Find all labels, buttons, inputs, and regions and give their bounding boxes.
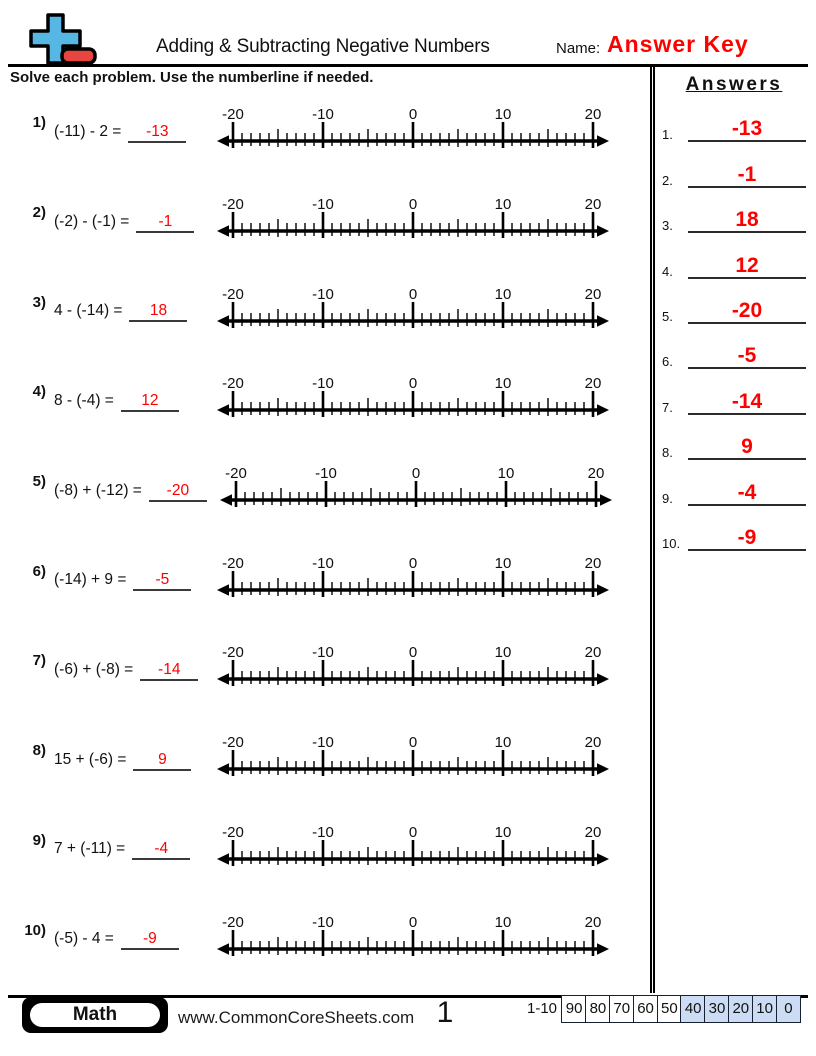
answer-item-number: 10. [662, 535, 681, 551]
subject-badge [22, 997, 168, 1033]
answer-item-blank[interactable] [688, 527, 806, 551]
numberline [217, 645, 609, 696]
answer-item-blank[interactable] [688, 209, 806, 233]
problem-row [10, 447, 648, 537]
answer-blank[interactable] [121, 930, 179, 950]
answer-blank[interactable] [140, 661, 198, 681]
answer-item-value: -1 [737, 162, 757, 186]
answer-item-value: -4 [737, 480, 757, 504]
svg-text:-10: -10 [312, 914, 334, 931]
answer-item-blank[interactable] [688, 255, 806, 279]
score-range-label: 1-10 [527, 1000, 558, 1017]
problem-equation-group [54, 751, 204, 771]
problem-equation-group [54, 930, 204, 950]
svg-text:10: 10 [494, 824, 512, 841]
svg-text:-10: -10 [312, 645, 334, 662]
problem-number: 3) [32, 293, 46, 311]
answer-item [658, 233, 810, 278]
numberline [217, 287, 609, 338]
svg-text:20: 20 [587, 466, 605, 483]
subject-badge-label: Math [28, 1001, 162, 1029]
svg-text:0: 0 [408, 107, 418, 124]
svg-text:-20: -20 [222, 645, 244, 662]
answer-blank[interactable] [149, 482, 207, 502]
answer-value: -5 [155, 571, 170, 589]
score-cell: 20 [728, 995, 754, 1023]
answer-item-blank[interactable] [688, 345, 806, 369]
problem-row [10, 626, 648, 716]
problem-row [10, 536, 648, 626]
problem-equation-group [54, 482, 207, 502]
svg-text:10: 10 [494, 914, 512, 931]
numberline [217, 376, 609, 427]
svg-text:0: 0 [408, 286, 418, 303]
answer-item-number: 3. [662, 218, 673, 234]
problem-equation: (-5) - 4 = [54, 930, 114, 948]
answer-item [658, 97, 810, 142]
answer-blank[interactable] [129, 302, 187, 322]
svg-text:20: 20 [584, 376, 602, 393]
answer-item-value: -5 [737, 344, 757, 368]
answer-blank[interactable] [132, 840, 190, 860]
problem-row [10, 267, 648, 357]
numberline-svg [217, 735, 609, 781]
svg-text:20: 20 [584, 107, 602, 124]
problem-equation-group [54, 392, 204, 412]
score-cell: 90 [561, 995, 587, 1023]
problem-row [10, 88, 648, 178]
website-url: www.CommonCoreSheets.com [178, 1008, 415, 1027]
answer-value: 9 [158, 750, 167, 768]
problem-equation-group [54, 840, 204, 860]
answer-value: 18 [149, 302, 168, 320]
answer-item-number: 5. [662, 308, 673, 324]
svg-text:-10: -10 [315, 466, 337, 483]
problem-number: 8) [32, 742, 46, 760]
numberline [220, 466, 612, 517]
svg-text:-10: -10 [312, 107, 334, 124]
numberline-svg [217, 915, 609, 961]
svg-text:10: 10 [494, 197, 512, 214]
problem-equation-group [54, 302, 204, 322]
answer-item [658, 460, 810, 505]
svg-text:10: 10 [494, 735, 512, 752]
answer-item [658, 279, 810, 324]
problem-number: 5) [32, 473, 46, 491]
numberline [217, 197, 609, 248]
answer-blank[interactable] [133, 751, 191, 771]
svg-text:-10: -10 [312, 555, 334, 572]
answer-item [658, 506, 810, 551]
score-strip [527, 994, 801, 1023]
svg-text:-20: -20 [222, 197, 244, 214]
answer-item [658, 324, 810, 369]
answer-value: -1 [158, 212, 173, 230]
problem-number: 4) [32, 383, 46, 401]
svg-text:10: 10 [494, 555, 512, 572]
svg-text:10: 10 [494, 286, 512, 303]
header-divider [8, 64, 808, 67]
svg-text:20: 20 [584, 645, 602, 662]
score-cell: 10 [752, 995, 778, 1023]
answer-value: -14 [158, 660, 181, 678]
svg-text:0: 0 [408, 824, 418, 841]
answer-value: -9 [142, 930, 157, 948]
name-value-answer-key: Answer Key [607, 31, 749, 57]
svg-text:-10: -10 [312, 824, 334, 841]
page-number: 1 [436, 996, 454, 1029]
answer-value: -4 [154, 840, 169, 858]
answer-item-value: -9 [737, 525, 757, 549]
score-cell: 60 [633, 995, 659, 1023]
answer-value: -20 [166, 481, 190, 499]
svg-text:0: 0 [411, 466, 421, 483]
problem-equation-group [54, 661, 204, 681]
answer-item-value: 12 [735, 253, 759, 277]
svg-text:0: 0 [408, 197, 418, 214]
problem-equation: (-2) - (-1) = [54, 212, 130, 230]
problems-list [10, 88, 648, 985]
problem-row [10, 806, 648, 896]
numberline [217, 556, 609, 607]
problem-equation: (-14) + 9 = [54, 571, 127, 589]
score-cell: 70 [609, 995, 635, 1023]
answer-blank[interactable] [128, 123, 186, 143]
numberline-svg [217, 107, 609, 153]
answer-blank[interactable] [121, 392, 179, 412]
problem-equation: 7 + (-11) = [54, 840, 126, 858]
score-cell: 80 [585, 995, 611, 1023]
svg-text:20: 20 [584, 824, 602, 841]
answer-blank[interactable] [136, 213, 194, 233]
answer-blank[interactable] [133, 571, 191, 591]
problem-row [10, 895, 648, 985]
svg-text:-20: -20 [222, 914, 244, 931]
problem-equation: 4 - (-14) = [54, 302, 123, 320]
answer-item-number: 8. [662, 445, 673, 461]
numberline-svg [217, 287, 609, 333]
problem-equation: 15 + (-6) = [54, 750, 127, 768]
score-cell: 40 [680, 995, 706, 1023]
svg-text:20: 20 [584, 735, 602, 752]
svg-text:-10: -10 [312, 286, 334, 303]
svg-text:10: 10 [497, 466, 515, 483]
svg-text:20: 20 [584, 555, 602, 572]
svg-text:-20: -20 [222, 286, 244, 303]
numberline-svg [220, 466, 612, 512]
svg-text:-10: -10 [312, 376, 334, 393]
svg-text:-20: -20 [222, 107, 244, 124]
svg-text:-20: -20 [225, 466, 247, 483]
answer-item-value: -14 [731, 389, 763, 413]
answer-item-blank[interactable] [688, 118, 806, 142]
answer-item [658, 415, 810, 460]
answer-item-number: 1. [662, 127, 673, 143]
answer-item-value: 9 [741, 435, 753, 459]
svg-text:-20: -20 [222, 376, 244, 393]
svg-text:0: 0 [408, 376, 418, 393]
answers-divider-double-line [650, 67, 655, 993]
problem-row [10, 178, 648, 268]
problem-number: 2) [32, 204, 46, 222]
page-title: Adding & Subtracting Negative Numbers [156, 36, 490, 57]
numberline-svg [217, 645, 609, 691]
svg-text:0: 0 [408, 914, 418, 931]
svg-text:0: 0 [408, 555, 418, 572]
answer-list [658, 97, 810, 551]
numberline-svg [217, 376, 609, 422]
answer-item-blank[interactable] [688, 391, 806, 415]
answer-value: 12 [141, 391, 159, 409]
instruction-text: Solve each problem. Use the numberline if needed. [10, 69, 374, 86]
answer-item-number: 2. [662, 172, 673, 188]
problem-equation-group [54, 213, 204, 233]
answer-item-number: 6. [662, 354, 673, 370]
problem-row [10, 357, 648, 447]
numberline-svg [217, 197, 609, 243]
answer-value: -13 [146, 122, 169, 140]
problem-equation-group [54, 123, 204, 143]
answer-item-number: 4. [662, 263, 673, 279]
problem-number: 9) [32, 831, 46, 849]
svg-text:-20: -20 [222, 824, 244, 841]
problem-number: 7) [32, 652, 46, 670]
answer-item [658, 369, 810, 414]
numberline [217, 915, 609, 966]
plus-minus-logo-icon [20, 12, 98, 66]
problem-number: 1) [32, 114, 46, 132]
answer-item-blank[interactable] [688, 436, 806, 460]
answer-item-number: 7. [662, 399, 673, 415]
problem-number: 6) [32, 562, 46, 580]
problem-number: 10) [24, 921, 46, 939]
answers-title: Answers [685, 74, 783, 95]
problem-equation: (-6) + (-8) = [54, 660, 134, 678]
score-cell: 50 [657, 995, 683, 1023]
score-cells [563, 995, 801, 1023]
numberline [217, 735, 609, 786]
problem-equation: (-11) - 2 = [54, 122, 122, 140]
answer-item-blank[interactable] [688, 164, 806, 188]
answer-item-value: -20 [731, 298, 763, 322]
problem-equation-group [54, 571, 204, 591]
svg-text:20: 20 [584, 914, 602, 931]
svg-text:10: 10 [494, 645, 512, 662]
numberline [217, 825, 609, 876]
svg-text:-10: -10 [312, 197, 334, 214]
svg-text:20: 20 [584, 197, 602, 214]
answer-item [658, 142, 810, 187]
svg-text:10: 10 [494, 376, 512, 393]
numberline [217, 107, 609, 158]
svg-text:10: 10 [494, 107, 512, 124]
score-cell: 0 [776, 995, 802, 1023]
name-label: Name: [556, 40, 601, 57]
numberline-svg [217, 825, 609, 871]
answer-item-value: -13 [731, 117, 763, 141]
problem-row [10, 716, 648, 806]
svg-text:-20: -20 [222, 735, 244, 752]
svg-text:0: 0 [408, 735, 418, 752]
problem-equation: (-8) + (-12) = [54, 481, 142, 499]
answer-item-blank[interactable] [688, 482, 806, 506]
svg-text:20: 20 [584, 286, 602, 303]
answer-item-blank[interactable] [688, 300, 806, 324]
score-cell: 30 [704, 995, 730, 1023]
answer-item-number: 9. [662, 490, 673, 506]
answers-panel [658, 70, 810, 551]
answer-item-value: 18 [735, 208, 759, 232]
svg-text:0: 0 [408, 645, 418, 662]
svg-text:-20: -20 [222, 555, 244, 572]
problem-equation: 8 - (-4) = [54, 391, 114, 409]
svg-text:-10: -10 [312, 735, 334, 752]
answer-item [658, 188, 810, 233]
numberline-svg [217, 556, 609, 602]
